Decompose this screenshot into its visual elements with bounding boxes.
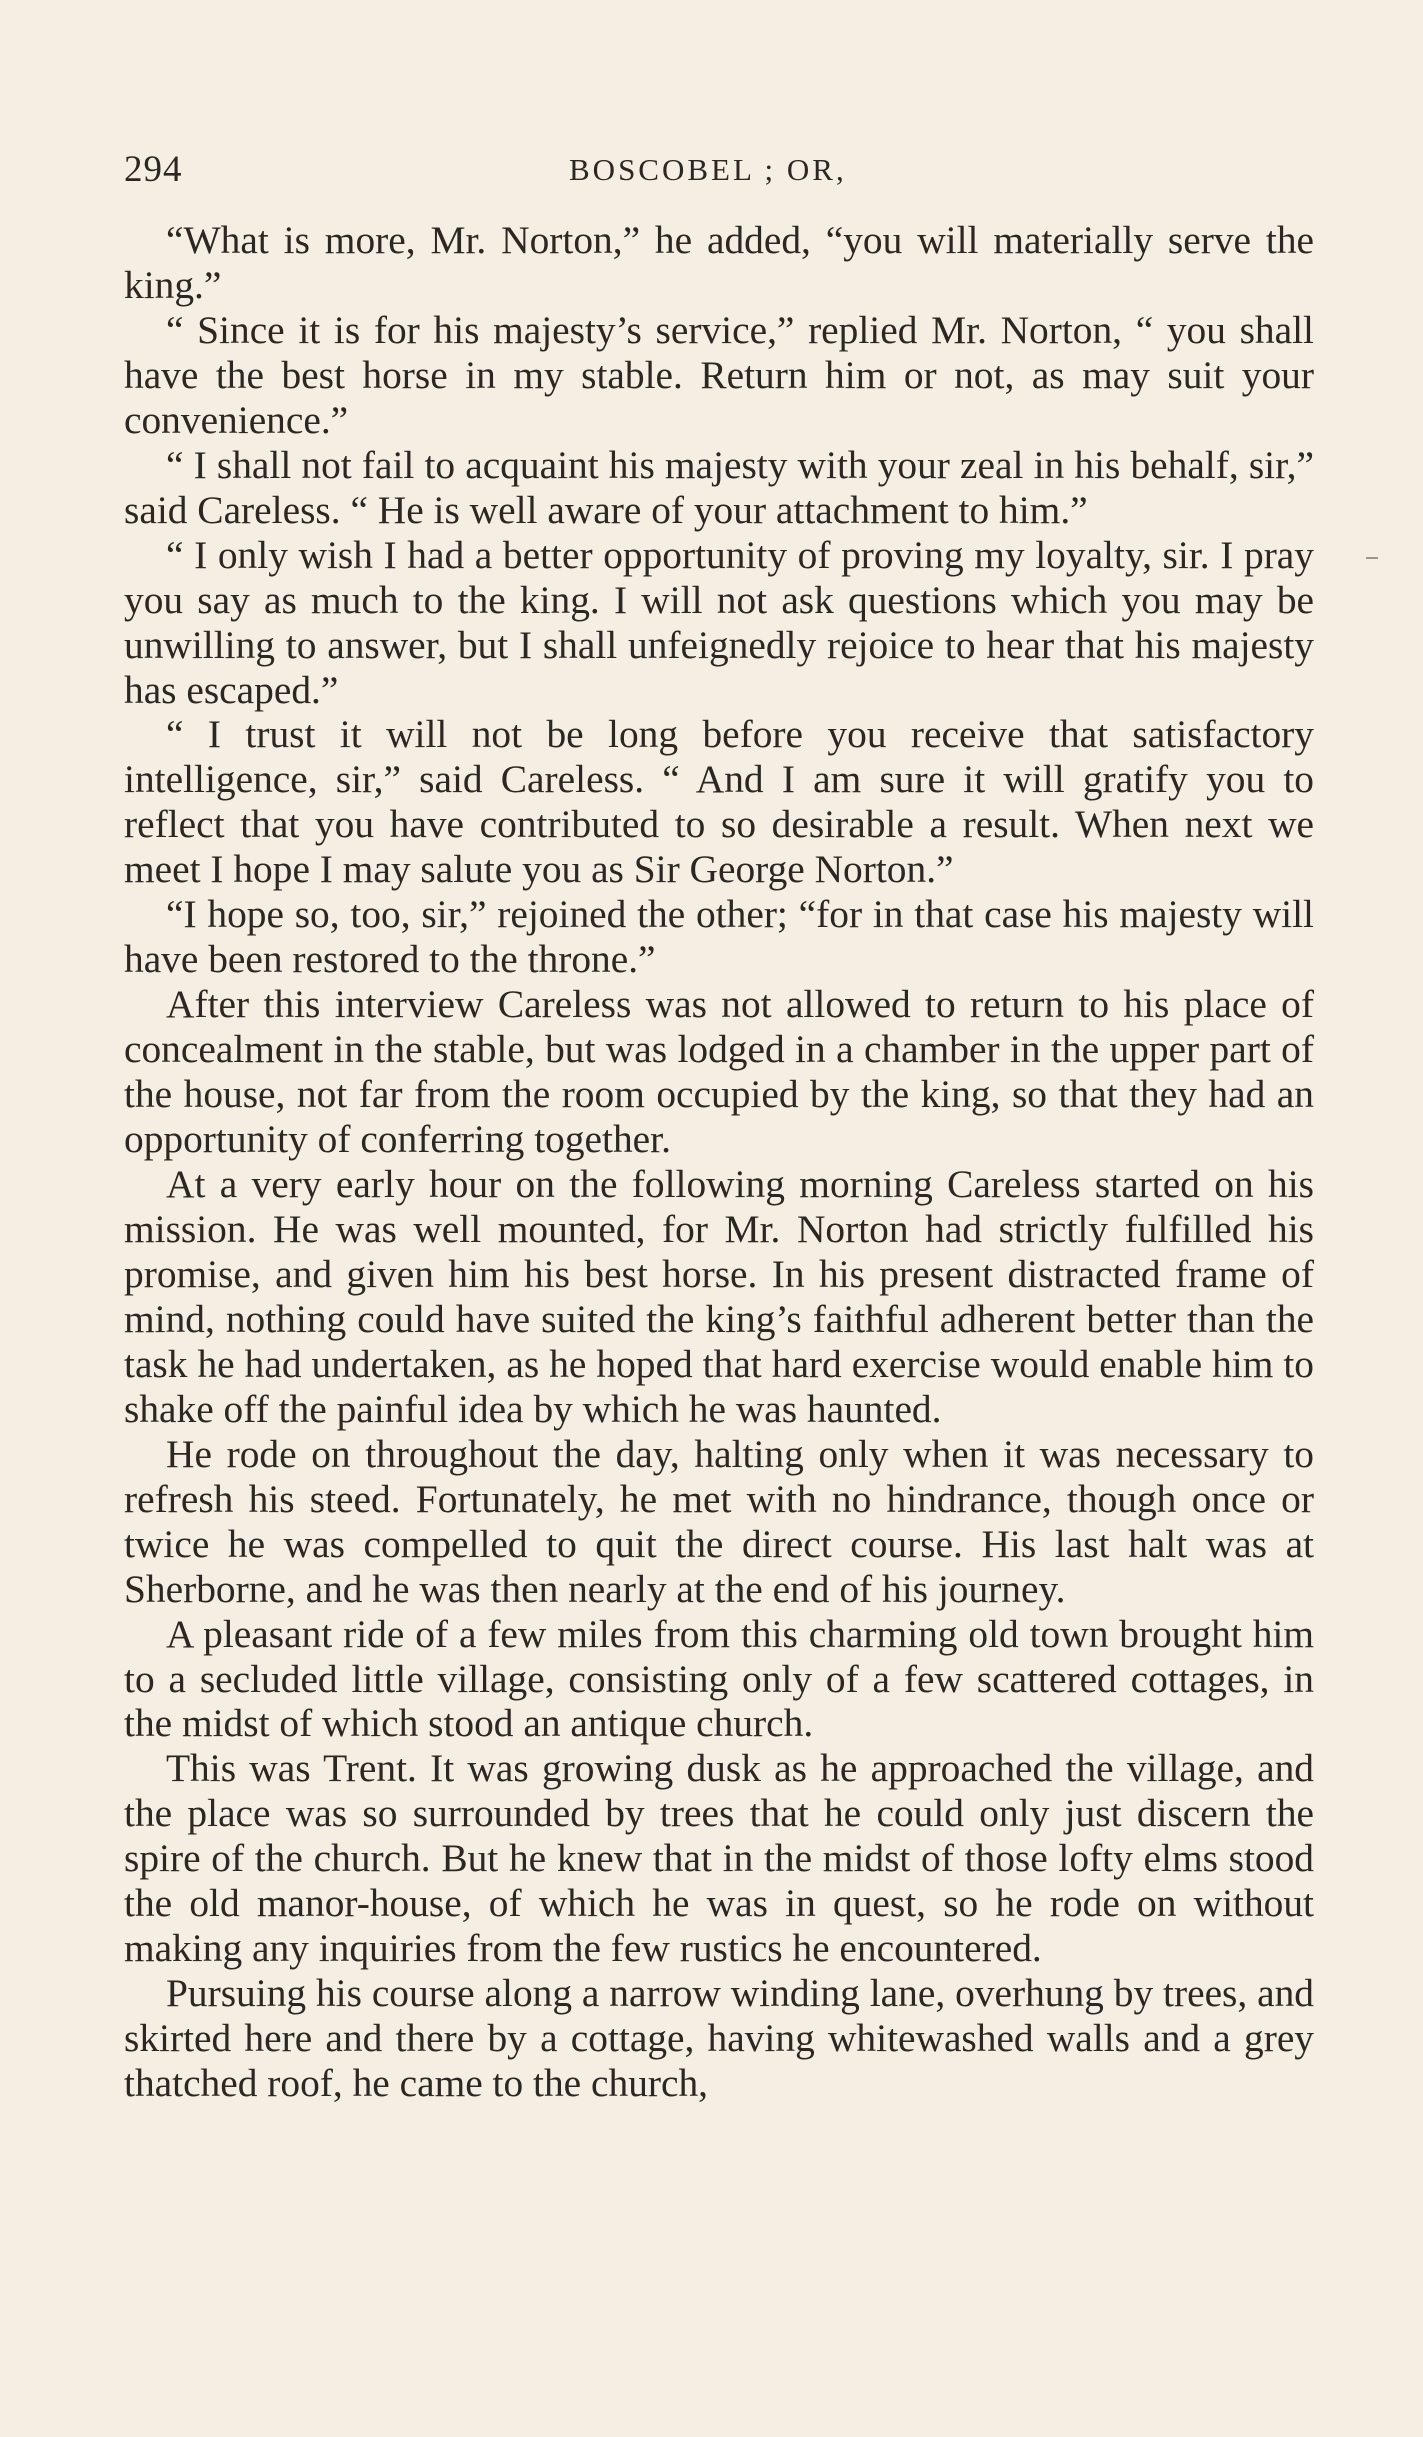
- page-number: 294: [124, 149, 183, 190]
- paragraph: “ Since it is for his majesty’s service,” replied Mr. Norton, “ you shall have the best horse in my stable. Return him or not, as may suit your convenience.”: [124, 307, 1314, 442]
- margin-mark: [1366, 557, 1378, 559]
- paragraph: Pursuing his course along a narrow winding lane, overhung by trees, and skirted here and there by a cottage, having whitewashed walls and a grey thatched roof, he came to the church,: [124, 1971, 1314, 2106]
- paragraph: After this interview Careless was not allowed to return to his place of concealment in the stable, but was lodged in a chamber in the upper part of the house, not far from the room occupied by the king, so that they had an opportunity of conferring together.: [124, 982, 1314, 1162]
- paragraph: “ I only wish I had a better opportunity of proving my loyalty, sir. I pray you say as much to the king. I will not ask questions which you may be unwilling to answer, but I shall unfeignedly rejoice to hear that his majesty has escaped.”: [124, 532, 1314, 712]
- paragraph: He rode on throughout the day, halting only when it was necessary to refresh his steed. Fortunately, he met with no hindrance, though once or twice he was compelled to quit the direct course. His last halt was at Sherborne, and he was then nearly at the end of his journey.: [124, 1431, 1314, 1611]
- paragraph: “I hope so, too, sir,” rejoined the other; “for in that case his majesty will have been restored to the throne.”: [124, 892, 1314, 982]
- paragraph: This was Trent. It was growing dusk as he approached the village, and the place was so surrounded by trees that he could only just discern the spire of the church. But he knew that in the midst of those lofty elms stood the old manor-house, of which he was in quest, so he rode on without making any inquiries from the few rustics he encountered.: [124, 1746, 1314, 1971]
- paragraph: “What is more, Mr. Norton,” he added, “you will materially serve the king.”: [124, 218, 1314, 307]
- paragraph: A pleasant ride of a few miles from this charming old town brought him to a secluded little village, consisting only of a few scattered cottages, in the midst of which stood an antique church.: [124, 1611, 1314, 1746]
- running-title: BOSCOBEL ; OR,: [569, 152, 847, 187]
- paragraph: At a very early hour on the following morning Careless started on his mission. He was well mounted, for Mr. Norton had strictly fulfilled his promise, and given him his best horse. In his present distracted frame of mind, nothing could have suited the king’s faithful adherent better than the task he had undertaken, as he hoped that hard exercise would enable him to shake off the painful idea by which he was haunted.: [124, 1162, 1314, 1431]
- paragraph: “ I trust it will not be long before you receive that satisfactory intelligence, sir,” said Careless. “ And I am sure it will gratify you to reflect that you have contributed to so desirable a result. When next we meet I hope I may salute you as Sir George Norton.”: [124, 712, 1314, 892]
- body-text: [124, 218, 1314, 2106]
- paragraph: “ I shall not fail to acquaint his majesty with your zeal in his behalf, sir,” said Careless. “ He is well aware of your attachment to him.”: [124, 442, 1314, 532]
- page-header: [124, 148, 1314, 198]
